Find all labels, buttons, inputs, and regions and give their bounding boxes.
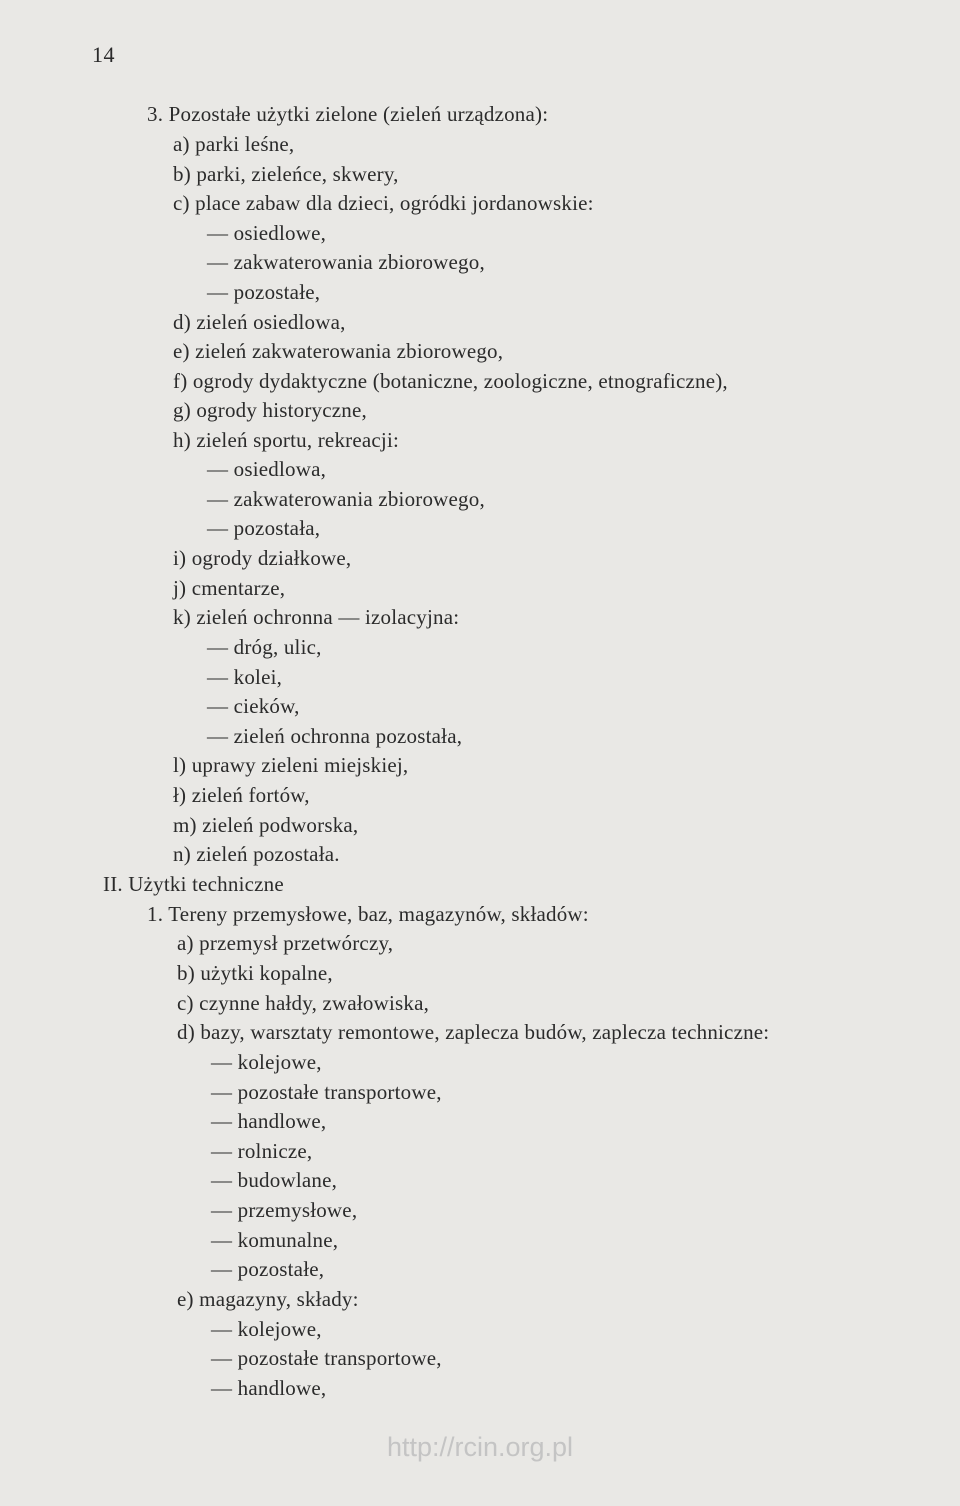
- list-item: [173, 841, 340, 867]
- list-text: zieleń sportu, rekreacji:: [196, 428, 400, 452]
- dash-marker: —: [211, 1139, 233, 1163]
- list-subitem: [211, 1345, 442, 1371]
- list-text: zieleń osiedlowa,: [196, 310, 346, 334]
- list-marker: d): [173, 310, 191, 334]
- dash-marker: —: [211, 1376, 233, 1400]
- list-marker: e): [173, 339, 190, 363]
- dash-marker: —: [211, 1109, 233, 1133]
- list-text: Pozostałe użytki zielone (zieleń urządzona):: [168, 102, 549, 126]
- list-text: komunalne,: [237, 1228, 339, 1252]
- dash-marker: —: [207, 516, 229, 540]
- list-item-heading: [147, 901, 589, 927]
- list-item: [173, 368, 728, 394]
- list-marker: m): [173, 813, 197, 837]
- list-subitem: [211, 1049, 322, 1075]
- list-text: pozostałe,: [233, 280, 321, 304]
- section-text: Użytki techniczne: [128, 872, 284, 896]
- list-text: dróg, ulic,: [233, 635, 322, 659]
- dash-marker: —: [211, 1317, 233, 1341]
- list-item: [173, 131, 294, 157]
- list-item: [173, 545, 351, 571]
- list-subitem: [211, 1227, 338, 1253]
- list-text: zieleń podworska,: [202, 813, 359, 837]
- list-marker: k): [173, 605, 191, 629]
- dash-marker: —: [207, 665, 229, 689]
- list-marker: j): [173, 576, 187, 600]
- list-item: [177, 960, 333, 986]
- list-subitem: [207, 220, 326, 246]
- list-subitem: [211, 1197, 357, 1223]
- dash-marker: —: [207, 724, 229, 748]
- list-item: [173, 338, 503, 364]
- list-item: [173, 190, 594, 216]
- list-text: ogrody dydaktyczne (botaniczne, zoologiczne, etnograficzne),: [192, 369, 728, 393]
- list-item: [177, 990, 429, 1016]
- list-item: [177, 930, 393, 956]
- list-text: rolnicze,: [237, 1139, 313, 1163]
- list-item: [173, 812, 358, 838]
- list-text: pozostałe transportowe,: [237, 1346, 442, 1370]
- list-text: osiedlowe,: [233, 221, 327, 245]
- list-item: [177, 1286, 359, 1312]
- list-subitem: [211, 1108, 326, 1134]
- section-marker: II.: [103, 872, 123, 896]
- list-text: pozostałe,: [237, 1257, 325, 1281]
- dash-marker: —: [207, 694, 229, 718]
- list-text: użytki kopalne,: [200, 961, 333, 985]
- dash-marker: —: [211, 1346, 233, 1370]
- footer-url: http://rcin.org.pl: [386, 1432, 574, 1462]
- list-text: zieleń ochronna pozostała,: [233, 724, 463, 748]
- list-text: bazy, warsztaty remontowe, zaplecza budów, zaplecza techniczne:: [200, 1020, 770, 1044]
- list-subitem: [207, 456, 326, 482]
- dash-marker: —: [211, 1257, 233, 1281]
- list-text: przemysłowe,: [237, 1198, 358, 1222]
- list-item: [173, 575, 285, 601]
- list-subitem: [211, 1079, 442, 1105]
- list-text: zieleń pozostała.: [196, 842, 340, 866]
- list-marker: f): [173, 369, 188, 393]
- dash-marker: —: [207, 457, 229, 481]
- list-subitem: [207, 634, 322, 660]
- list-subitem: [211, 1256, 324, 1282]
- list-marker: e): [177, 1287, 194, 1311]
- page-number: 14: [92, 42, 115, 67]
- list-subitem: [207, 249, 485, 275]
- list-text: parki, zieleńce, skwery,: [196, 162, 399, 186]
- list-marker: h): [173, 428, 191, 452]
- list-subitem: [211, 1138, 312, 1164]
- list-marker: i): [173, 546, 187, 570]
- list-text: zakwaterowania zbiorowego,: [233, 250, 485, 274]
- list-item: [173, 752, 408, 778]
- list-text: place zabaw dla dzieci, ogródki jordanowskie:: [195, 191, 594, 215]
- list-marker: 1.: [147, 902, 164, 926]
- list-subitem: [207, 664, 282, 690]
- dash-marker: —: [211, 1050, 233, 1074]
- dash-marker: —: [207, 487, 229, 511]
- list-subitem: [207, 515, 320, 541]
- list-item: [173, 782, 310, 808]
- dash-marker: —: [207, 280, 229, 304]
- list-text: pozostała,: [233, 516, 321, 540]
- dash-marker: —: [211, 1198, 233, 1222]
- list-marker: a): [177, 931, 194, 955]
- list-text: handlowe,: [237, 1376, 327, 1400]
- list-text: kolejowe,: [237, 1317, 322, 1341]
- list-text: Tereny przemysłowe, baz, magazynów, składów:: [168, 902, 589, 926]
- list-text: zieleń fortów,: [191, 783, 310, 807]
- list-item-heading: [147, 101, 548, 127]
- list-marker: 3.: [147, 102, 164, 126]
- list-item: [177, 1019, 769, 1045]
- list-subitem: [211, 1167, 337, 1193]
- list-marker: a): [173, 132, 190, 156]
- dash-marker: —: [211, 1228, 233, 1252]
- list-item: [173, 427, 399, 453]
- list-text: przemysł przetwórczy,: [199, 931, 394, 955]
- dash-marker: —: [207, 635, 229, 659]
- list-marker: b): [173, 162, 191, 186]
- list-text: handlowe,: [237, 1109, 327, 1133]
- list-text: parki leśne,: [195, 132, 295, 156]
- dash-marker: —: [207, 250, 229, 274]
- list-marker: ł): [173, 783, 187, 807]
- list-text: cmentarze,: [191, 576, 286, 600]
- list-text: kolei,: [233, 665, 283, 689]
- list-text: czynne hałdy, zwałowiska,: [199, 991, 430, 1015]
- list-item: [173, 604, 459, 630]
- list-text: osiedlowa,: [233, 457, 327, 481]
- list-text: uprawy zieleni miejskiej,: [191, 753, 409, 777]
- list-subitem: [207, 279, 320, 305]
- list-subitem: [207, 693, 300, 719]
- list-text: zakwaterowania zbiorowego,: [233, 487, 485, 511]
- list-subitem: [211, 1316, 322, 1342]
- list-text: ogrody działkowe,: [191, 546, 352, 570]
- list-marker: g): [173, 398, 191, 422]
- dash-marker: —: [211, 1080, 233, 1104]
- list-marker: c): [177, 991, 194, 1015]
- section-heading: [103, 871, 284, 897]
- list-subitem: [207, 486, 485, 512]
- list-text: ogrody historyczne,: [196, 398, 367, 422]
- list-text: zieleń zakwaterowania zbiorowego,: [195, 339, 504, 363]
- list-text: budowlane,: [237, 1168, 338, 1192]
- list-item: [173, 309, 346, 335]
- list-marker: d): [177, 1020, 195, 1044]
- list-text: pozostałe transportowe,: [237, 1080, 442, 1104]
- list-marker: b): [177, 961, 195, 985]
- list-subitem: [211, 1375, 326, 1401]
- list-marker: c): [173, 191, 190, 215]
- list-marker: n): [173, 842, 191, 866]
- list-text: magazyny, składy:: [199, 1287, 359, 1311]
- list-text: zieleń ochronna — izolacyjna:: [196, 605, 460, 629]
- list-text: cieków,: [233, 694, 300, 718]
- list-item: [173, 161, 399, 187]
- dash-marker: —: [211, 1168, 233, 1192]
- list-subitem: [207, 723, 462, 749]
- list-text: kolejowe,: [237, 1050, 322, 1074]
- dash-marker: —: [207, 221, 229, 245]
- list-marker: l): [173, 753, 187, 777]
- list-item: [173, 397, 367, 423]
